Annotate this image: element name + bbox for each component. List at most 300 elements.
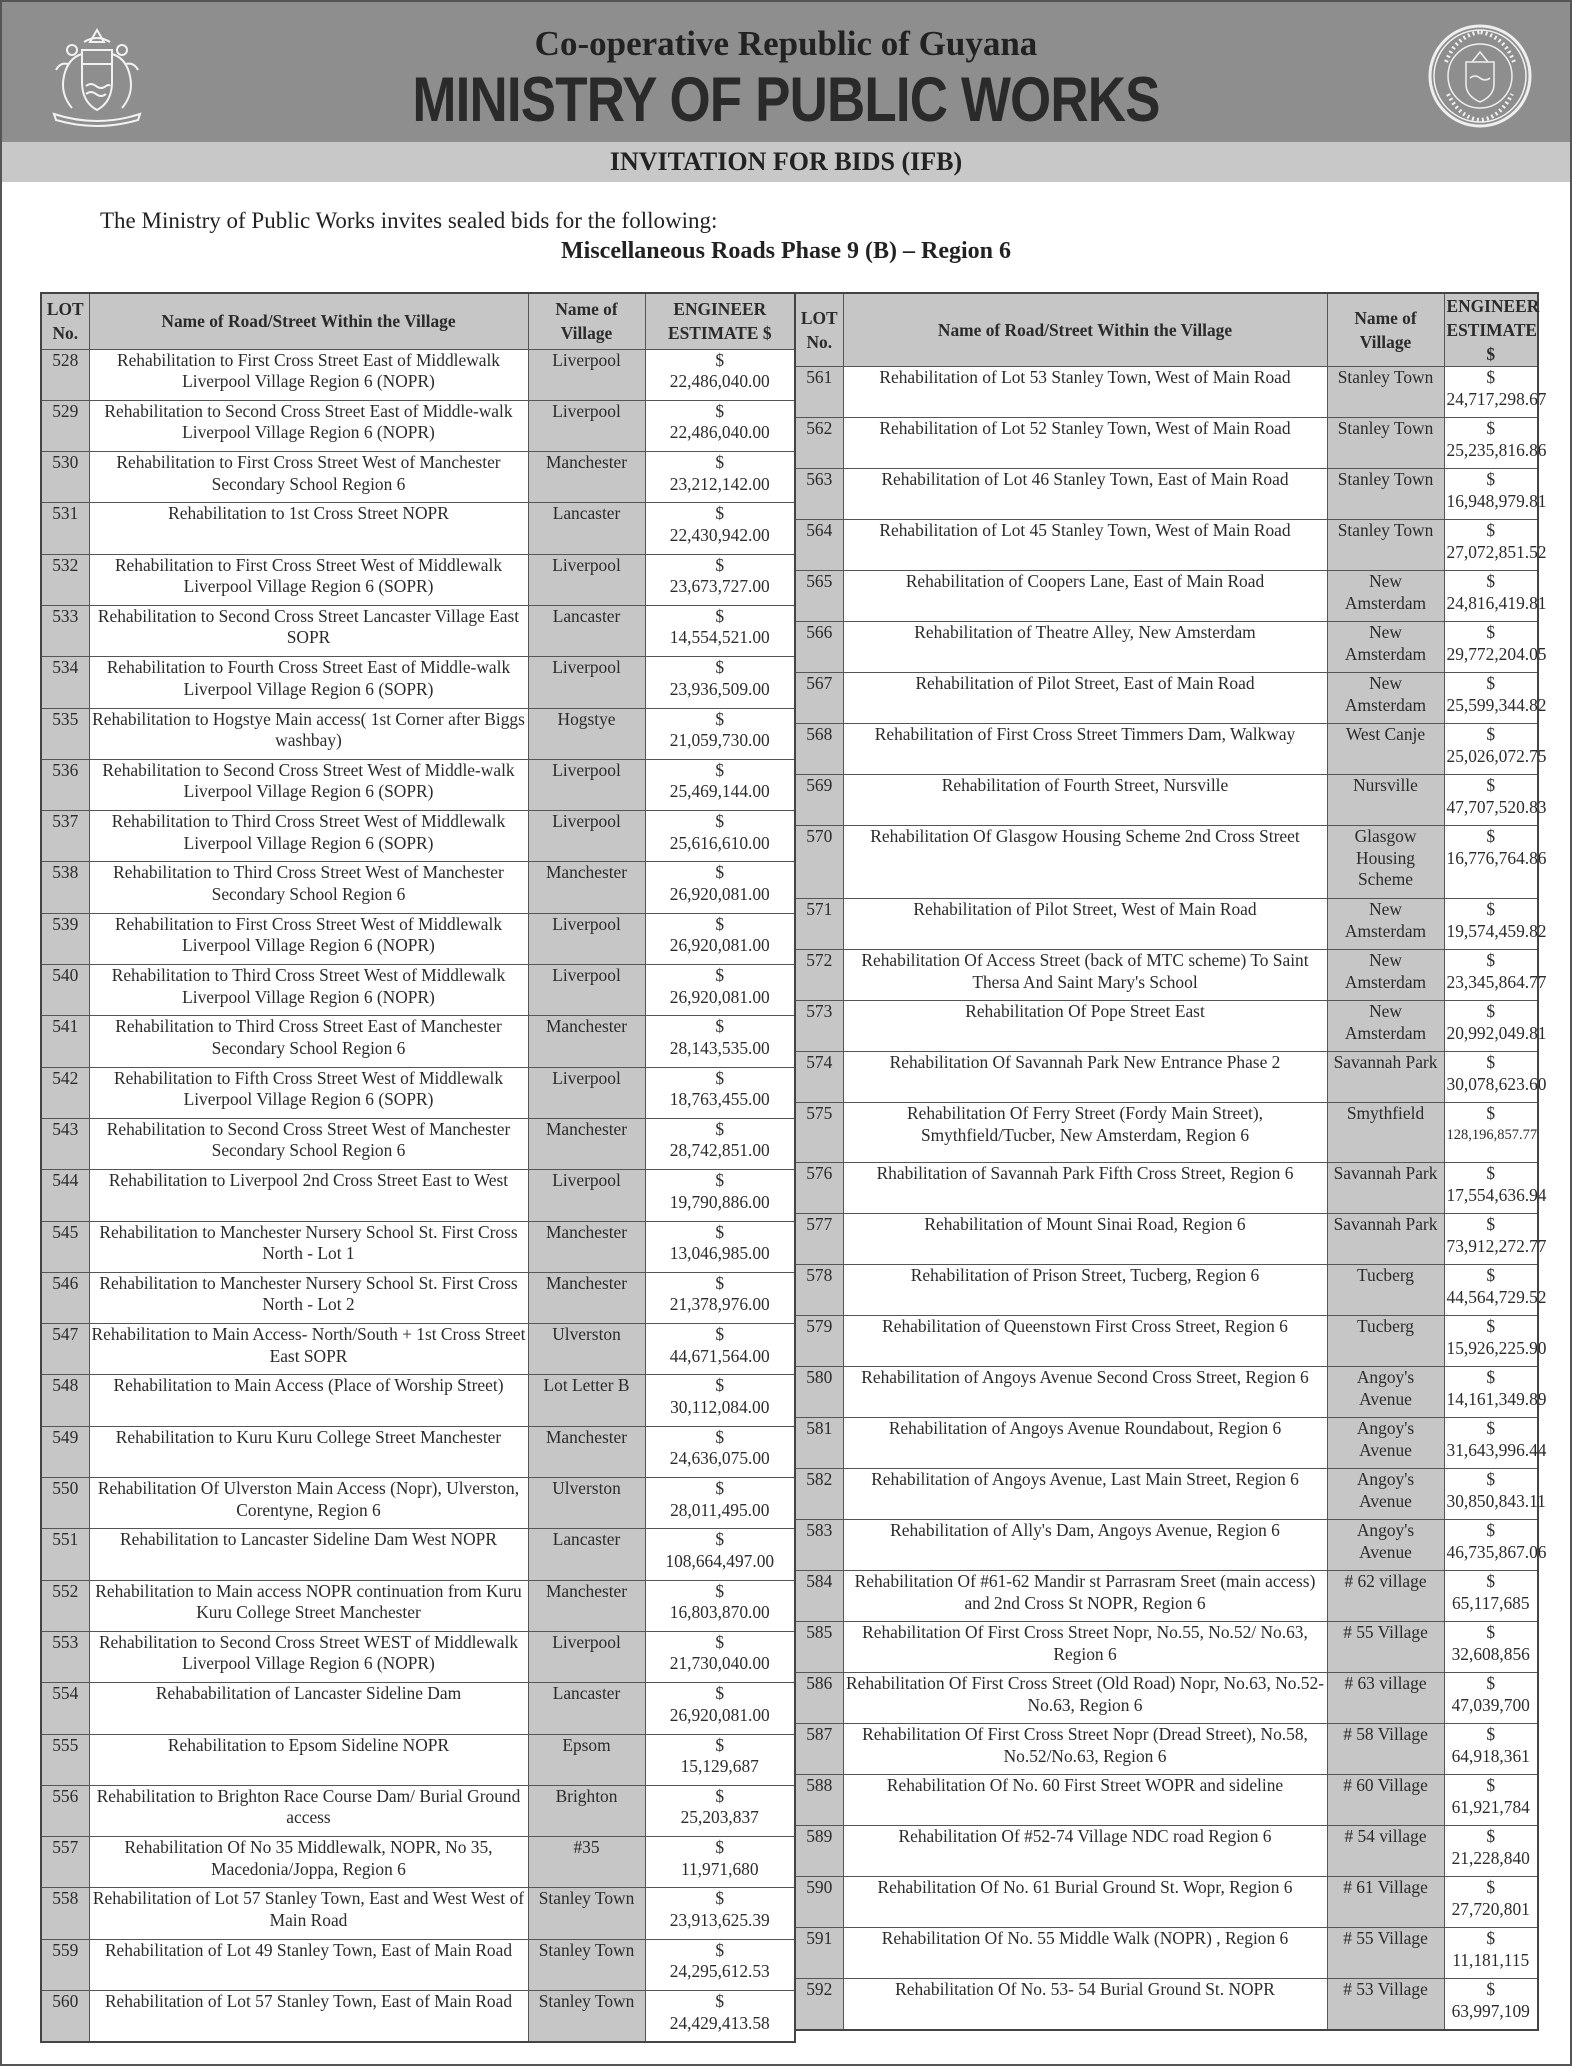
road-name: Rehabilitation Of First Cross Street Nopr, No.55, No.52/ No.63, Region 6	[843, 1622, 1327, 1673]
engineer-estimate	[1444, 1214, 1547, 1265]
estimate-amount: 25,026,072.75	[1446, 745, 1547, 766]
lot-number: 530	[41, 452, 89, 503]
currency-symbol: $	[1486, 1622, 1496, 1642]
estimate-amount: 13,046,985.00	[669, 1243, 770, 1264]
road-name: Rehabilitation to First Cross Street West of Middlewalk Liverpool Village Region 6 (NOPR)	[89, 913, 528, 964]
currency-symbol: $	[715, 1631, 725, 1652]
table-row	[795, 418, 1538, 469]
engineer-estimate	[1444, 622, 1547, 673]
lot-number: 572	[795, 950, 843, 1001]
table-row	[41, 1478, 795, 1529]
engineer-estimate	[1444, 571, 1547, 622]
road-name: Rehabilitation to First Cross Street West of Manchester Secondary School Region 6	[89, 452, 528, 503]
road-name: Rehabilitation Of No 35 Middlewalk, NOPR, No 35, Macedonia/Joppa, Region 6	[89, 1837, 528, 1888]
estimate-amount: 14,161,349.89	[1446, 1388, 1547, 1409]
table-row	[41, 1939, 795, 1990]
village-name: # 54 village	[1327, 1826, 1444, 1877]
table-row	[795, 1724, 1538, 1775]
estimate-amount: 46,735,867.06	[1446, 1541, 1547, 1562]
estimate-amount: 24,816,419.81	[1446, 592, 1547, 613]
estimate-amount: 24,429,413.58	[669, 2012, 770, 2033]
table-row	[41, 503, 795, 554]
project-title: Miscellaneous Roads Phase 9 (B) – Region 6	[561, 238, 1011, 264]
currency-symbol: $	[715, 1375, 725, 1396]
currency-symbol: $	[715, 1529, 725, 1550]
road-name: Rehabilitation to Second Cross Street WEST of Middlewalk Liverpool Village Region 6 (NOPR)	[89, 1631, 528, 1682]
estimate-amount: 24,636,075.00	[669, 1448, 770, 1469]
currency-symbol: $	[1486, 622, 1496, 642]
estimate-amount: 25,235,816.86	[1446, 439, 1547, 460]
road-name-column-header: Name of Road/Street Within the Village	[89, 293, 528, 349]
engineer-estimate	[1444, 775, 1547, 826]
village-name: Liverpool	[528, 554, 645, 605]
estimate-amount: 20,992,049.81	[1446, 1022, 1547, 1043]
village-name: Liverpool	[528, 349, 645, 400]
road-name: Rehababilitation of Lancaster Sideline Dam	[89, 1683, 528, 1734]
table-row	[41, 349, 795, 400]
currency-symbol: $	[715, 1272, 725, 1293]
road-name: Rehabilitation to Second Cross Street Lancaster Village East SOPR	[89, 605, 528, 656]
estimate-amount: 23,212,142.00	[669, 473, 770, 494]
estimate-amount: 14,554,521.00	[669, 627, 770, 648]
estimate-amount: 15,926,225.90	[1446, 1337, 1547, 1358]
table-row	[41, 1683, 795, 1734]
lot-number: 545	[41, 1221, 89, 1272]
lot-number: 549	[41, 1426, 89, 1477]
table-row	[795, 367, 1538, 418]
village-name: Liverpool	[528, 1631, 645, 1682]
lot-number: 584	[795, 1571, 843, 1622]
currency-symbol: $	[715, 811, 725, 832]
currency-symbol: $	[1486, 1214, 1496, 1234]
currency-symbol: $	[715, 1939, 725, 1960]
estimate-amount: 26,920,081.00	[669, 986, 770, 1007]
table-row	[795, 469, 1538, 520]
road-name: Rehabilitation of Lot 52 Stanley Town, West of Main Road	[843, 418, 1327, 469]
engineer-estimate	[645, 1272, 795, 1323]
estimate-amount: 16,776,764.86	[1446, 847, 1547, 868]
village-name: Manchester	[528, 1426, 645, 1477]
engineer-estimate	[1444, 418, 1547, 469]
road-name: Rehabilitation of Lot 57 Stanley Town, East of Main Road	[89, 1991, 528, 2042]
road-name: Rehabilitation of First Cross Street Timmers Dam, Walkway	[843, 724, 1327, 775]
village-name: # 58 Village	[1327, 1724, 1444, 1775]
estimate-amount: 18,763,455.00	[669, 1089, 770, 1110]
currency-symbol: $	[715, 400, 725, 421]
currency-symbol: $	[1486, 673, 1496, 693]
estimate-amount: 61,921,784	[1451, 1796, 1530, 1817]
village-name: Ulverston	[528, 1478, 645, 1529]
table-row	[795, 1316, 1538, 1367]
table-row	[41, 554, 795, 605]
currency-symbol: $	[715, 1016, 725, 1037]
lot-number: 533	[41, 605, 89, 656]
road-name: Rehabilitation of Mount Sinai Road, Region 6	[843, 1214, 1327, 1265]
lot-number: 579	[795, 1316, 843, 1367]
road-name: Rehabilitation of Lot 46 Stanley Town, East of Main Road	[843, 469, 1327, 520]
road-name: Rehabilitation of Pilot Street, East of Main Road	[843, 673, 1327, 724]
road-name: Rehabilitation of Lot 45 Stanley Town, West of Main Road	[843, 520, 1327, 571]
lot-number: 576	[795, 1163, 843, 1214]
road-name: Rehabilitation to Fourth Cross Street East of Middle-walk Liverpool Village Region 6 (SOPR)	[89, 657, 528, 708]
engineer-estimate	[645, 708, 795, 759]
engineer-estimate	[645, 1991, 795, 2042]
lot-number: 559	[41, 1939, 89, 1990]
estimate-amount: 19,790,886.00	[669, 1191, 770, 1212]
road-name: Rehabilitation Of Ulverston Main Access (Nopr), Ulverston, Corentyne, Region 6	[89, 1478, 528, 1529]
currency-symbol: $	[715, 1734, 725, 1755]
engineer-estimate	[645, 1118, 795, 1169]
table-row	[41, 1734, 795, 1785]
village-name: Manchester	[528, 1580, 645, 1631]
engineer-estimate	[645, 1324, 795, 1375]
village-name: Liverpool	[528, 811, 645, 862]
estimate-amount: 73,912,272.77	[1446, 1235, 1547, 1256]
road-name: Rehabilitation of Lot 57 Stanley Town, East and West West of Main Road	[89, 1888, 528, 1939]
lot-number: 547	[41, 1324, 89, 1375]
estimate-amount: 47,707,520.83	[1446, 796, 1547, 817]
lot-number: 587	[795, 1724, 843, 1775]
lot-number: 591	[795, 1928, 843, 1979]
village-name: Glasgow Housing Scheme	[1327, 826, 1444, 899]
lot-number: 552	[41, 1580, 89, 1631]
table-row	[41, 1272, 795, 1323]
lot-number: 542	[41, 1067, 89, 1118]
table-row	[41, 811, 795, 862]
road-name: Rehabilitation of Angoys Avenue Roundabout, Region 6	[843, 1418, 1327, 1469]
currency-symbol: $	[715, 1170, 725, 1191]
estimate-amount: 29,772,204.05	[1446, 643, 1547, 664]
table-row	[41, 1375, 795, 1426]
estimate-amount: 63,997,109	[1451, 2000, 1530, 2021]
estimate-amount: 21,059,730.00	[669, 730, 770, 751]
table-row	[41, 1221, 795, 1272]
lot-number: 556	[41, 1785, 89, 1836]
lot-number: 571	[795, 899, 843, 950]
currency-symbol: $	[715, 1683, 725, 1704]
estimate-amount: 27,720,801	[1451, 1898, 1530, 1919]
table-row	[41, 1170, 795, 1221]
road-name: Rehabilitation to Main Access- North/South + 1st Cross Street East SOPR	[89, 1324, 528, 1375]
road-name: Rehabilitation to Kuru Kuru College Street Manchester	[89, 1426, 528, 1477]
currency-symbol: $	[715, 1067, 725, 1088]
currency-symbol: $	[1486, 1520, 1496, 1540]
estimate-amount: 23,936,509.00	[669, 678, 770, 699]
village-name: Stanley Town	[1327, 520, 1444, 571]
estimate-amount: 21,730,040.00	[669, 1653, 770, 1674]
estimate-amount: 11,181,115	[1452, 1949, 1530, 1970]
lot-number: 580	[795, 1367, 843, 1418]
currency-symbol: $	[715, 965, 725, 986]
estimate-amount: 47,039,700	[1451, 1694, 1530, 1715]
lot-number: 585	[795, 1622, 843, 1673]
road-name: Rehabilitation of Pilot Street, West of Main Road	[843, 899, 1327, 950]
engineer-estimate	[645, 965, 795, 1016]
engineer-estimate	[645, 605, 795, 656]
lot-number: 529	[41, 400, 89, 451]
currency-symbol: $	[1486, 1103, 1496, 1123]
road-name: Rehabilitation Of First Cross Street Nopr (Dread Street), No.58, No.52/No.63, Region 6	[843, 1724, 1327, 1775]
engineer-estimate	[1444, 1265, 1547, 1316]
currency-symbol: $	[715, 1478, 725, 1499]
engineer-estimate	[645, 1631, 795, 1682]
engineer-estimate	[645, 1734, 795, 1785]
table-row	[41, 1837, 795, 1888]
road-name: Rehabilitation to Second Cross Street West of Manchester Secondary School Region 6	[89, 1118, 528, 1169]
road-name: Rehabilitation to Epsom Sideline NOPR	[89, 1734, 528, 1785]
village-name: Manchester	[528, 1272, 645, 1323]
estimate-amount: 65,117,685	[1451, 1592, 1530, 1613]
village-name: Manchester	[528, 1016, 645, 1067]
engineer-estimate	[1444, 1367, 1547, 1418]
road-name: Rehabilitation to Main Access (Place of Worship Street)	[89, 1375, 528, 1426]
village-name: Stanley Town	[1327, 418, 1444, 469]
lot-number: 582	[795, 1469, 843, 1520]
estimate-amount: 21,378,976.00	[669, 1294, 770, 1315]
village-name: Hogstye	[528, 708, 645, 759]
engineer-estimate	[645, 1170, 795, 1221]
table-row	[41, 452, 795, 503]
table-row	[795, 826, 1538, 899]
table-header-row	[41, 293, 795, 349]
lot-number: 581	[795, 1418, 843, 1469]
table-row	[41, 1016, 795, 1067]
village-name: Epsom	[528, 1734, 645, 1785]
estimate-amount: 28,143,535.00	[669, 1037, 770, 1058]
engineer-estimate	[645, 349, 795, 400]
engineer-estimate	[1444, 367, 1547, 418]
road-name: Rehabilitation to Manchester Nursery School St. First Cross North - Lot 2	[89, 1272, 528, 1323]
currency-symbol: $	[1486, 1367, 1496, 1387]
engineer-estimate	[1444, 1622, 1538, 1673]
engineer-estimate	[645, 452, 795, 503]
road-name: Rehabilitation Of Glasgow Housing Scheme 2nd Cross Street	[843, 826, 1327, 899]
table-row	[795, 1826, 1538, 1877]
lot-number: 553	[41, 1631, 89, 1682]
road-name: Rehabilitation Of #61-62 Mandir st Parrasram Sreet (main access) and 2nd Cross St NOPR, Region 6	[843, 1571, 1327, 1622]
village-name: Liverpool	[528, 1170, 645, 1221]
table-row	[41, 913, 795, 964]
lot-number: 590	[795, 1877, 843, 1928]
engineer-estimate	[645, 1016, 795, 1067]
currency-symbol: $	[715, 1888, 725, 1909]
lot-number: 565	[795, 571, 843, 622]
estimate-amount: 22,486,040.00	[669, 422, 770, 443]
road-name: Rehabilitation to Manchester Nursery School St. First Cross North - Lot 1	[89, 1221, 528, 1272]
currency-symbol: $	[715, 1785, 725, 1806]
village-name: Angoy's Avenue	[1327, 1418, 1444, 1469]
road-name: Rehabilitation to Third Cross Street West of Middlewalk Liverpool Village Region 6 (SOPR)	[89, 811, 528, 862]
road-name: Rehabilitation to Lancaster Sideline Dam West NOPR	[89, 1529, 528, 1580]
currency-symbol: $	[1486, 571, 1496, 591]
currency-symbol: $	[1486, 899, 1496, 919]
currency-symbol: $	[1486, 950, 1496, 970]
lot-number: 538	[41, 862, 89, 913]
lot-number: 534	[41, 657, 89, 708]
engineer-estimate	[645, 1478, 795, 1529]
lot-number: 586	[795, 1673, 843, 1724]
village-name: # 60 Village	[1327, 1775, 1444, 1826]
table-row	[795, 571, 1538, 622]
road-name: Rehabilitation of Lot 53 Stanley Town, West of Main Road	[843, 367, 1327, 418]
currency-symbol: $	[1486, 367, 1496, 387]
table-row	[795, 1367, 1538, 1418]
village-name: #35	[528, 1837, 645, 1888]
village-name: # 55 Village	[1327, 1928, 1444, 1979]
engineer-estimate	[645, 811, 795, 862]
lot-number: 531	[41, 503, 89, 554]
lot-number: 564	[795, 520, 843, 571]
engineer-estimate	[645, 1683, 795, 1734]
village-name: New Amsterdam	[1327, 1001, 1444, 1052]
currency-symbol: $	[715, 503, 725, 524]
lot-number: 557	[41, 1837, 89, 1888]
engineer-estimate	[645, 1785, 795, 1836]
estimate-amount: 16,803,870.00	[669, 1602, 770, 1623]
village-name: Tucberg	[1327, 1265, 1444, 1316]
road-name-column-header: Name of Road/Street Within the Village	[843, 293, 1327, 367]
table-row	[795, 1673, 1538, 1724]
engineer-estimate	[645, 1837, 795, 1888]
village-name: Liverpool	[528, 913, 645, 964]
lot-number: 546	[41, 1272, 89, 1323]
estimate-amount: 31,643,996.44	[1446, 1439, 1547, 1460]
engineer-estimate	[645, 1529, 795, 1580]
lot-number: 540	[41, 965, 89, 1016]
road-name: Rehabilitation of Theatre Alley, New Amsterdam	[843, 622, 1327, 673]
village-name: Liverpool	[528, 1067, 645, 1118]
road-name: Rehabilitation Of No. 55 Middle Walk (NOPR) , Region 6	[843, 1928, 1327, 1979]
engineer-estimate	[1444, 1673, 1538, 1724]
engineer-estimate	[645, 657, 795, 708]
currency-symbol: $	[1486, 1163, 1496, 1183]
currency-symbol: $	[1486, 1877, 1496, 1897]
estimate-amount: 26,920,081.00	[669, 1704, 770, 1725]
lot-number: 554	[41, 1683, 89, 1734]
table-row	[41, 1580, 795, 1631]
village-column-header: Name of Village	[1327, 293, 1444, 367]
village-name: Ulverston	[528, 1324, 645, 1375]
table-row	[795, 899, 1538, 950]
table-row	[795, 673, 1538, 724]
estimate-amount: 32,608,856	[1451, 1643, 1530, 1664]
estimate-amount: 22,486,040.00	[669, 371, 770, 391]
table-row	[41, 1888, 795, 1939]
estimate-amount: 23,673,727.00	[669, 576, 770, 597]
table-row	[41, 1118, 795, 1169]
estimate-amount: 22,430,942.00	[669, 524, 770, 545]
engineer-estimate	[1444, 1520, 1547, 1571]
lot-number: 539	[41, 913, 89, 964]
village-name: # 62 village	[1327, 1571, 1444, 1622]
table-row	[795, 724, 1538, 775]
engineer-estimate	[1444, 1877, 1538, 1928]
lot-column-header: LOT No.	[41, 293, 89, 349]
currency-symbol: $	[1486, 1826, 1496, 1846]
road-name: Rehabilitation to First Cross Street East of Middlewalk Liverpool Village Region 6 (NOPR)	[89, 349, 528, 400]
road-name: Rehabilitation to Second Cross Street West of Middle-walk Liverpool Village Region 6 (SOPR)	[89, 759, 528, 810]
road-name: Rhabilitation of Savannah Park Fifth Cross Street, Region 6	[843, 1163, 1327, 1214]
village-name: Stanley Town	[528, 1939, 645, 1990]
village-name: Savannah Park	[1327, 1163, 1444, 1214]
village-name: New Amsterdam	[1327, 950, 1444, 1001]
lot-number: 541	[41, 1016, 89, 1067]
lot-number: 589	[795, 1826, 843, 1877]
engineer-estimate	[645, 1939, 795, 1990]
engineer-estimate	[1444, 950, 1547, 1001]
engineer-estimate	[645, 862, 795, 913]
engineer-estimate	[1444, 1979, 1538, 2030]
road-name: Rehabilitation to Second Cross Street East of Middle-walk Liverpool Village Region 6 (NOPR)	[89, 400, 528, 451]
lot-number: 536	[41, 759, 89, 810]
engineer-estimate	[1444, 1724, 1538, 1775]
engineer-estimate	[1444, 673, 1547, 724]
lot-number: 570	[795, 826, 843, 899]
estimate-amount: 23,345,864.77	[1446, 971, 1547, 992]
currency-symbol: $	[1486, 1571, 1496, 1591]
currency-symbol: $	[715, 1837, 725, 1858]
road-name: Rehabilitation to Brighton Race Course Dam/ Burial Ground access	[89, 1785, 528, 1836]
currency-symbol: $	[1486, 1052, 1496, 1072]
table-row	[41, 759, 795, 810]
republic-name: Co-operative Republic of Guyana	[534, 24, 1038, 63]
engineer-estimate	[1444, 1826, 1538, 1877]
currency-symbol: $	[1486, 1928, 1496, 1948]
road-name: Rehabilitation of Queenstown First Cross Street, Region 6	[843, 1316, 1327, 1367]
estimate-amount: 21,228,840	[1451, 1847, 1530, 1868]
village-name: Savannah Park	[1327, 1052, 1444, 1103]
table-row	[795, 1214, 1538, 1265]
lot-number: 544	[41, 1170, 89, 1221]
currency-symbol: $	[1486, 1979, 1496, 1999]
table-row	[41, 1426, 795, 1477]
engineer-estimate	[645, 1888, 795, 1939]
road-name: Rehabilitation to Hogstye Main access( 1st Corner after Biggs washbay)	[89, 708, 528, 759]
currency-symbol: $	[715, 1221, 725, 1242]
currency-symbol: $	[1486, 469, 1496, 489]
engineer-estimate	[1444, 1469, 1546, 1520]
estimate-amount: 28,742,851.00	[669, 1140, 770, 1161]
currency-symbol: $	[1486, 1724, 1496, 1744]
lot-number: 569	[795, 775, 843, 826]
currency-symbol: $	[1486, 1316, 1496, 1336]
road-name: Rehabilitation to Third Cross Street West of Manchester Secondary School Region 6	[89, 862, 528, 913]
estimate-amount: 23,913,625.39	[669, 1909, 770, 1930]
estimate-amount: 27,072,851.52	[1446, 541, 1547, 562]
village-name: Smythfield	[1327, 1103, 1444, 1163]
table-row	[795, 1265, 1538, 1316]
table-row	[41, 657, 795, 708]
currency-symbol: $	[1486, 724, 1496, 744]
lot-number: 528	[41, 349, 89, 400]
estimate-amount: 128,196,857.77	[1446, 1126, 1538, 1143]
lot-column-header: LOT No.	[795, 293, 843, 367]
road-name: Rehabilitation of Fourth Street, Nursville	[843, 775, 1327, 826]
village-name: New Amsterdam	[1327, 571, 1444, 622]
village-name: New Amsterdam	[1327, 673, 1444, 724]
road-name: Rehabilitation to Fifth Cross Street West of Middlewalk Liverpool Village Region 6 (SOPR)	[89, 1067, 528, 1118]
village-name: Stanley Town	[528, 1991, 645, 2042]
lot-number: 567	[795, 673, 843, 724]
engineer-estimate	[1444, 826, 1547, 899]
table-row	[41, 1991, 795, 2042]
village-name: Savannah Park	[1327, 1214, 1444, 1265]
engineer-estimate	[645, 400, 795, 451]
estimate-amount: 11,971,680	[680, 1858, 759, 1879]
currency-symbol: $	[1486, 1775, 1496, 1795]
engineer-estimate	[645, 759, 795, 810]
table-row	[41, 1067, 795, 1118]
